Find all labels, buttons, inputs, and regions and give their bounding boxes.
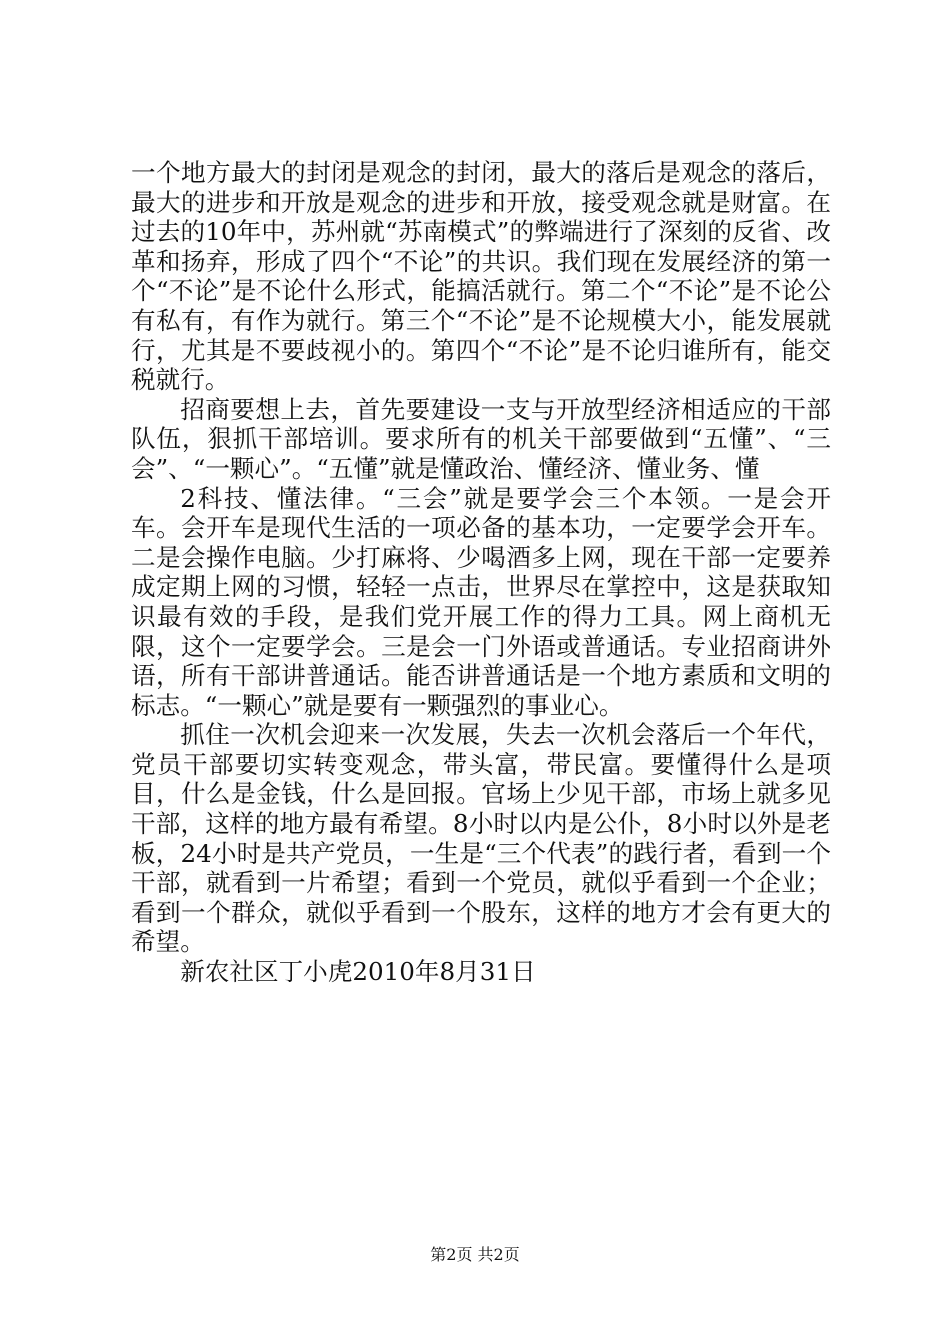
paragraph-2: 招商要想上去，首先要建设一支与开放型经济相适应的干部队伍，狠抓干部培训。要求所有的机关干部要做到“五懂”、“三会”、“一颗心”。“五懂”就是懂政治、懂经济、懂业务、懂 — [131, 394, 831, 483]
page-number: 第2页 共2页 — [430, 1245, 520, 1264]
paragraph-4: 抓住一次机会迎来一次发展，失去一次机会落后一个年代，党员干部要切实转变观念，带头富，带民富。要懂得什么是项目，什么是金钱，什么是回报。官场上少见干部，市场上就多见干部，这样的地方最有希望。8小时以内是公仆，8小时以外是老板，24小时是共产党员，一生是“三个代表”的践行者，看到一个干部，就看到一片希望；看到一个党员，就似乎看到一个企业；看到一个群众，就似乎看到一个股东，这样的地方才会有更大的希望。 — [131, 720, 831, 957]
signature-line: 新农社区丁小虎2010年8月31日 — [180, 957, 536, 987]
document-body — [131, 158, 831, 987]
paragraph-3: 2科技、懂法律。“三会”就是要学会三个本领。一是会开车。会开车是现代生活的一项必备的基本功，一定要学会开车。二是会操作电脑。少打麻将、少喝酒多上网，现在干部一定要养成定期上网的习惯，轻轻一点击，世界尽在掌控中，这是获取知识最有效的手段，是我们党开展工作的得力工具。网上商机无限，这个一定要学会。三是会一门外语或普通话。专业招商讲外语，所有干部讲普通话。能否讲普通话是一个地方素质和文明的标志。“一颗心”就是要有一颗强烈的事业心。 — [131, 483, 831, 720]
paragraph-1: 一个地方最大的封闭是观念的封闭，最大的落后是观念的落后，最大的进步和开放是观念的进步和开放，接受观念就是财富。在过去的10年中，苏州就“苏南模式”的弊端进行了深刻的反省、改革和扬弃，形成了四个“不论”的共识。我们现在发展经济的第一个“不论”是不论什么形式，能搞活就行。第二个“不论”是不论公有私有，有作为就行。第三个“不论”是不论规模大小，能发展就行，尤其是不要歧视小的。第四个“不论”是不论归谁所有，能交税就行。 — [131, 158, 831, 395]
